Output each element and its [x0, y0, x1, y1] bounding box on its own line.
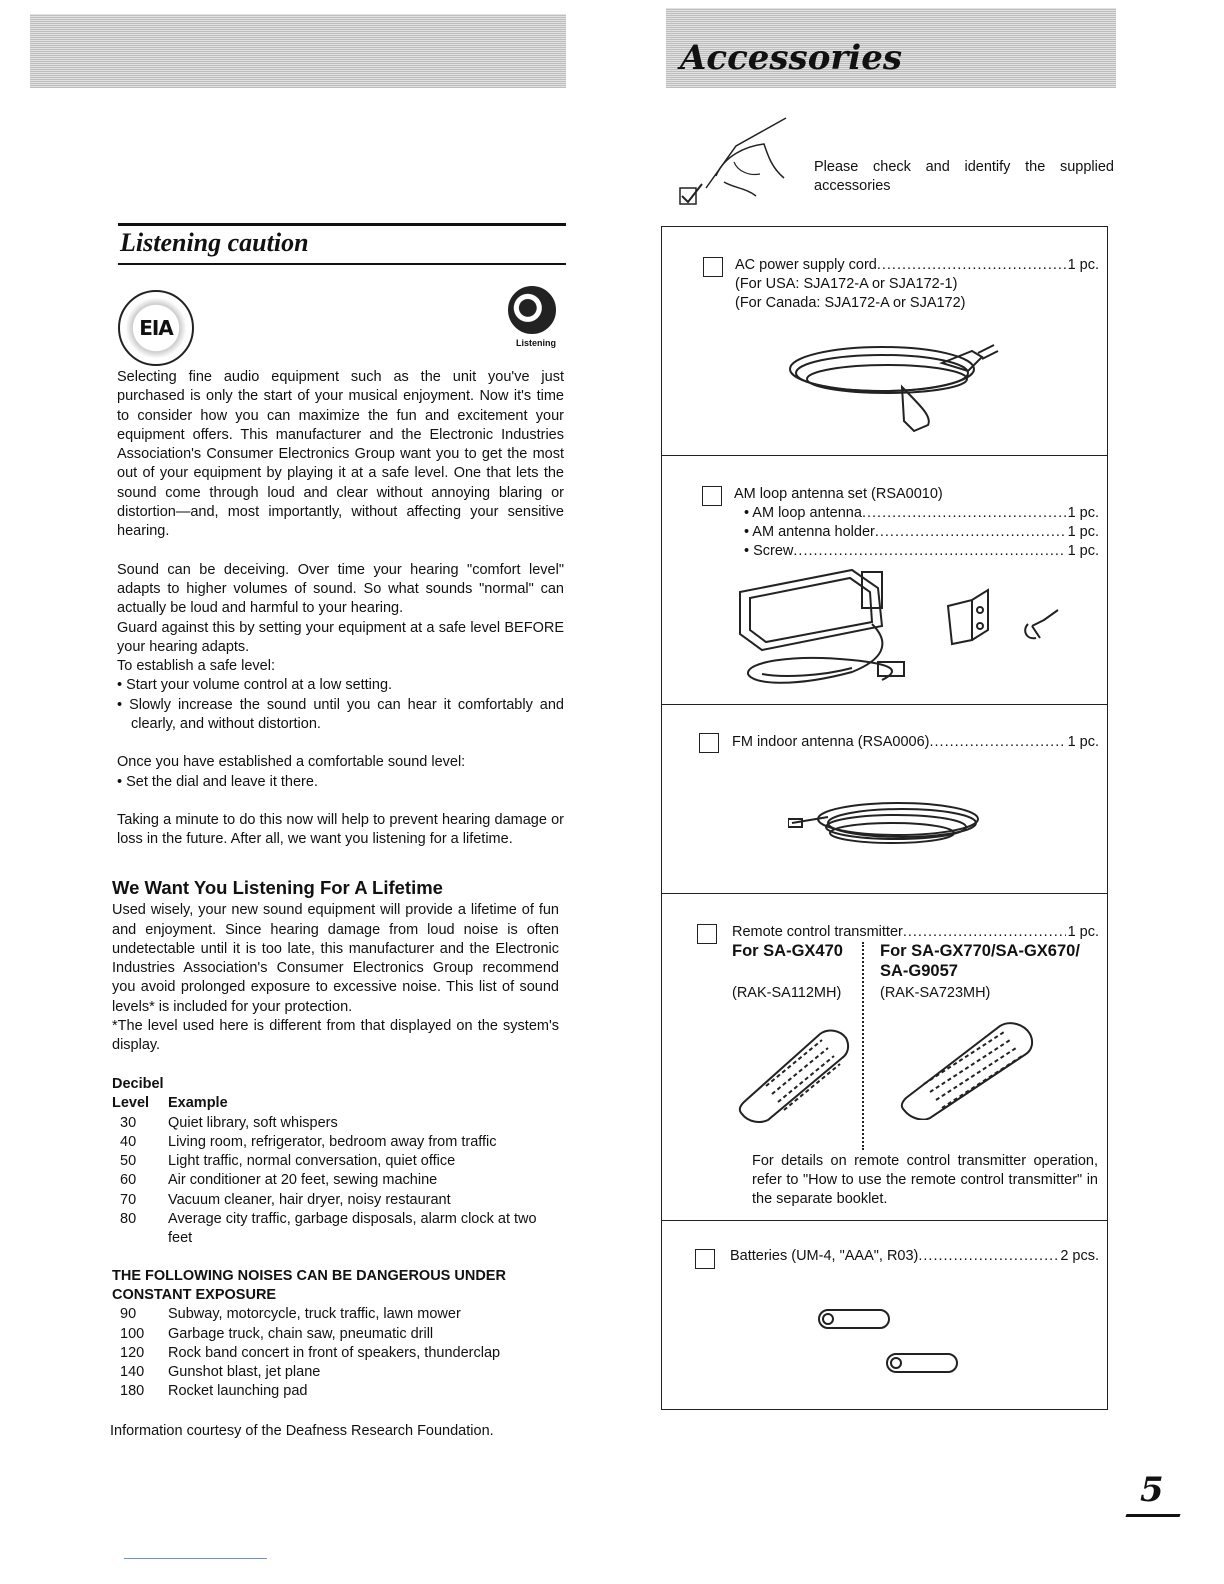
am-item-qty: 1 pc. — [1067, 524, 1099, 540]
db-example: Living room, refrigerator, bedroom away from traffic — [168, 1133, 497, 1150]
remote-label: Remote control transmitter — [732, 924, 903, 940]
level-heading: Level — [112, 1095, 150, 1112]
minute-paragraph: Taking a minute to do this now will help to prevent hearing damage or loss in the future. After all, we want you listening for a lifetime. — [117, 811, 564, 848]
accessories-title: Accessories — [680, 38, 902, 78]
comfort-text: Sound can be deceiving. Over time your hearing "comfort level" adapts to higher volumes of sound. So what sounds "normal" can actually be loud and harmful to your hearing. — [117, 561, 564, 617]
eia-logo — [118, 290, 194, 366]
ac-cord-qty: 1 pc. — [1067, 257, 1099, 273]
batteries-line — [730, 1247, 1099, 1266]
fm-antenna-checkbox[interactable] — [699, 733, 719, 753]
remote-line — [732, 923, 1099, 942]
right-part-number: (RAK-SA723MH) — [880, 985, 991, 1001]
battery-icon — [886, 1353, 958, 1373]
db-value: 80 — [120, 1211, 137, 1228]
remote-note: For details on remote control transmitter operation, refer to "How to use the remote control transmitter" in the separate booklet. — [752, 1153, 1098, 1207]
am-set-label: AM loop antenna set (RSA0010) — [734, 486, 943, 502]
remote-small-icon — [736, 1024, 856, 1124]
remote-box — [661, 893, 1108, 1221]
am-item-label: • AM loop antenna — [744, 505, 862, 521]
table-row — [112, 1171, 562, 1190]
leader-dots — [877, 256, 1066, 275]
table-row — [112, 1191, 562, 1210]
listening-logo — [508, 286, 564, 358]
comfort-paragraph — [117, 561, 564, 735]
batteries-qty: 2 pcs. — [1060, 1248, 1099, 1264]
bullet-text: Set the dial and leave it there. — [126, 773, 318, 790]
am-item-qty: 1 pc. — [1067, 505, 1099, 521]
db-value: 70 — [120, 1191, 137, 1208]
power-cord-icon — [782, 327, 1002, 437]
am-antenna-checkbox[interactable] — [702, 486, 722, 506]
listening-caution-title: Listening caution — [120, 228, 309, 257]
am-item-label: • AM antenna holder — [744, 524, 875, 540]
right-model-label-2: SA-G9057 — [880, 962, 958, 980]
bullet-item: • Set the dial and leave it there. — [117, 773, 318, 790]
am-item-line — [744, 523, 1099, 542]
batteries-box — [661, 1220, 1108, 1410]
bullet-item: • Start your volume control at a low setting. — [117, 677, 393, 694]
listening-logo-caption: Listening — [516, 338, 556, 348]
ac-cord-canada: (For Canada: SJA172-A or SJA172) — [735, 295, 966, 311]
table-row — [112, 1152, 562, 1171]
remote-qty: 1 pc. — [1067, 924, 1099, 940]
fm-label: FM indoor antenna (RSA0006) — [732, 734, 930, 750]
db-value: 40 — [120, 1133, 137, 1150]
leader-dots — [903, 923, 1066, 942]
db-example: Average city traffic, garbage disposals, alarm clock at two feet — [168, 1211, 537, 1247]
db-value: 30 — [120, 1114, 137, 1131]
fm-antenna-icon — [788, 779, 988, 869]
bullet-text: Slowly increase the sound until you can hear it comfortably and clearly, and without distortion. — [129, 696, 564, 733]
pen-check-icon — [676, 116, 801, 216]
leader-dots — [793, 542, 1065, 561]
lifetime-section — [112, 878, 559, 1074]
fm-qty: 1 pc. — [1067, 734, 1099, 750]
db-example: Subway, motorcycle, truck traffic, lawn mower — [168, 1306, 461, 1323]
batteries-label: Batteries (UM-4, "AAA", R03) — [730, 1248, 919, 1264]
model-divider — [862, 942, 864, 1150]
table-row — [112, 1114, 562, 1133]
remote-large-icon — [900, 1020, 1040, 1120]
established-text: Once you have established a comfortable sound level: — [117, 754, 466, 771]
eia-logo-text: EIA — [139, 316, 173, 340]
db-example: Garbage truck, chain saw, pneumatic drill — [168, 1325, 434, 1342]
am-item-label: • Screw — [744, 543, 794, 559]
table-row — [112, 1325, 562, 1344]
db-example: Light traffic, normal conversation, quiet office — [168, 1153, 456, 1170]
leader-dots — [862, 504, 1066, 523]
table-row — [112, 1210, 562, 1249]
danger-heading: THE FOLLOWING NOISES CAN BE DANGEROUS UNDER CONSTANT EXPOSURE — [112, 1267, 506, 1303]
ac-cord-box — [661, 226, 1108, 456]
bullet-text: Start your volume control at a low setting. — [126, 677, 393, 694]
db-example: Vacuum cleaner, hair dryer, noisy restaurant — [168, 1191, 451, 1208]
table-row — [112, 1382, 562, 1401]
check-note: Please check and identify the supplied accessories — [814, 159, 1114, 194]
table-row — [112, 1344, 562, 1363]
batteries-checkbox[interactable] — [695, 1249, 715, 1269]
table-header-row — [112, 1094, 562, 1113]
db-example: Rocket launching pad — [168, 1383, 308, 1400]
comfortable-paragraph — [117, 753, 564, 792]
table-row — [112, 1305, 562, 1324]
leader-dots — [929, 733, 1065, 752]
bullet-item: • Slowly increase the sound until you can hear it comfortably and clearly, and without distortion. — [117, 696, 564, 733]
db-value: 120 — [120, 1344, 145, 1361]
decibel-heading: Decibel — [112, 1076, 164, 1092]
credit-line: Information courtesy of the Deafness Research Foundation. — [110, 1423, 494, 1439]
am-antenna-box — [661, 455, 1108, 705]
db-example: Rock band concert in front of speakers, thunderclap — [168, 1344, 501, 1361]
table-row — [112, 1363, 562, 1382]
db-example: Gunshot blast, jet plane — [168, 1364, 321, 1381]
bottom-rule — [124, 1558, 267, 1559]
ac-cord-checkbox[interactable] — [703, 257, 723, 277]
intro-paragraph: Selecting fine audio equipment such as the unit you've just purchased is only the start of your musical enjoyment. Now it's time to consider how you can maximize the fun and excitement your equipment offers. This manufacturer and the Electronic Industries Association's Consumer Electronics Group want you to get the most out of your equipment by playing it at a safe level. One that lets the sound come through loud and clear without annoying blaring or distortion—and, most importantly, without affecting your sensitive hearing. — [117, 369, 564, 540]
fm-line — [732, 733, 1099, 752]
fm-antenna-box — [661, 704, 1108, 894]
db-value: 90 — [120, 1306, 137, 1323]
table-row — [112, 1133, 562, 1152]
guard-text: Guard against this by setting your equipment at a safe level BEFORE your hearing adapts. — [117, 619, 564, 655]
battery-icon — [818, 1309, 890, 1329]
lifetime-paragraph: Used wisely, your new sound equipment will provide a lifetime of fun and enjoyment. Since hearing damage from loud noise is often undetectable until it is too late, this manufacturer and the Electronic Industries Association's Consumer Electronics Group recommend you avoid prolonged exposure to excessive noise. This list of sound levels* is included for your protection. — [112, 902, 559, 1015]
leader-dots — [918, 1247, 1058, 1266]
level-note: *The level used here is different from that displayed on the system's display. — [112, 1018, 559, 1054]
db-value: 140 — [120, 1364, 145, 1381]
decibel-table — [112, 1075, 562, 1402]
page-number: 5 — [1140, 1470, 1164, 1510]
left-part-number: (RAK-SA112MH) — [732, 985, 842, 1001]
example-heading: Example — [168, 1095, 228, 1112]
am-item-line — [744, 504, 1099, 523]
db-example: Quiet library, soft whispers — [168, 1114, 338, 1131]
ac-cord-usa: (For USA: SJA172-A or SJA172-1) — [735, 276, 958, 292]
remote-checkbox[interactable] — [697, 924, 717, 944]
db-value: 100 — [120, 1325, 145, 1342]
ac-cord-label: AC power supply cord — [735, 257, 877, 273]
right-model-label: For SA-GX770/SA-GX670/ — [880, 942, 1080, 960]
am-loop-antenna-icon — [732, 564, 1072, 696]
left-header-banner — [30, 14, 566, 88]
safe-level-text: To establish a safe level: — [117, 658, 275, 675]
left-model-label: For SA-GX470 — [732, 942, 843, 960]
db-example: Air conditioner at 20 feet, sewing machine — [168, 1172, 438, 1189]
db-value: 60 — [120, 1172, 137, 1189]
am-item-qty: 1 pc. — [1067, 543, 1099, 559]
right-header-banner — [666, 8, 1116, 88]
ear-icon — [508, 286, 556, 334]
am-item-line — [744, 542, 1099, 561]
listening-body — [117, 368, 564, 864]
lifetime-heading: We Want You Listening For A Lifetime — [112, 877, 443, 898]
page-number-underline — [1125, 1514, 1180, 1517]
leader-dots — [875, 523, 1066, 542]
title-rule-bottom — [118, 263, 566, 265]
title-rule-top — [118, 223, 566, 226]
db-value: 180 — [120, 1383, 145, 1400]
ac-cord-line — [735, 256, 1099, 275]
db-value: 50 — [120, 1153, 137, 1170]
